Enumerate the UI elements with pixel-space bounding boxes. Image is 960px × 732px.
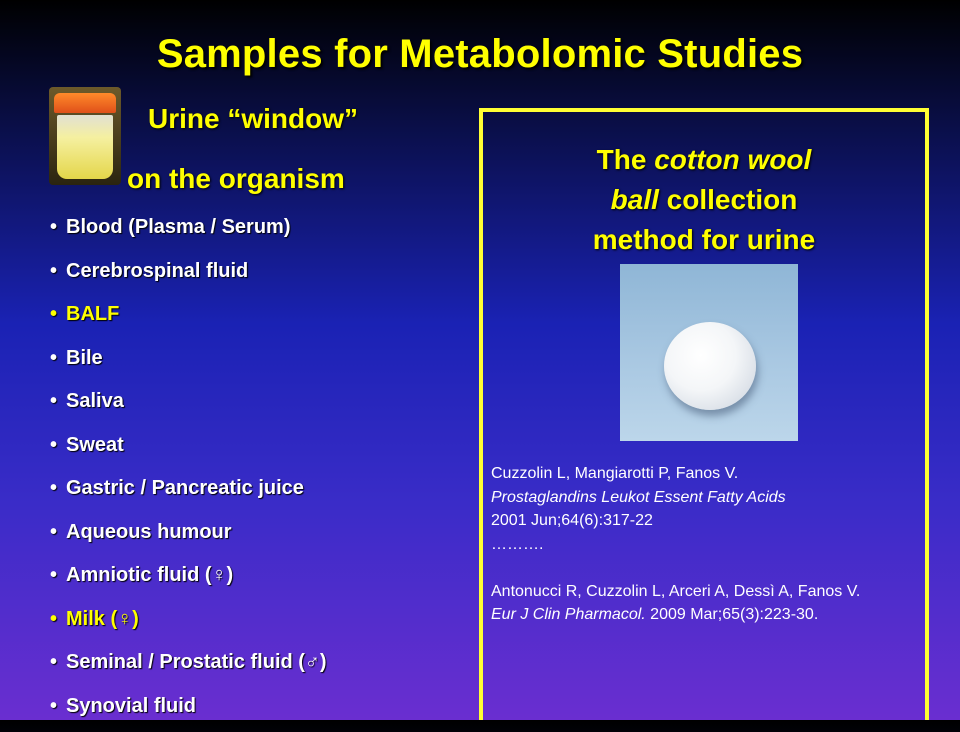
references <box>491 462 921 627</box>
fluid-item: • Saliva <box>50 384 327 428</box>
urine-cup-image <box>49 87 121 185</box>
bullet-icon: • <box>50 515 66 549</box>
bullet-icon: • <box>50 210 66 244</box>
bullet-icon: • <box>50 341 66 375</box>
fluid-item: • Amniotic fluid (♀) <box>50 558 327 602</box>
fluid-item: • Aqueous humour <box>50 515 327 559</box>
fluid-item: • Seminal / Prostatic fluid (♂) <box>50 645 327 689</box>
fluid-list <box>50 210 327 732</box>
bullet-icon: • <box>50 558 66 592</box>
ref1-journal: Prostaglandins Leukot Essent Fatty Acids <box>491 489 786 506</box>
cotton-ball <box>664 322 756 410</box>
bullet-icon: • <box>50 645 66 679</box>
bullet-icon: • <box>50 471 66 505</box>
ref2-authors: Antonucci R, Cuzzolin L, Arceri A, Dessì A, Fanos V. <box>491 580 921 604</box>
cotton-ball-photo <box>620 264 798 441</box>
bullet-icon: • <box>50 689 66 723</box>
bullet-icon: • <box>50 254 66 288</box>
urine-heading-line1: Urine “window” <box>148 103 358 135</box>
ref1-authors: Cuzzolin L, Mangiarotti P, Fanos V. <box>491 462 921 486</box>
fluid-item: • Bile <box>50 341 327 385</box>
bullet-icon: • <box>50 297 66 331</box>
bullet-icon: • <box>50 602 66 636</box>
fluid-item: • Synovial fluid <box>50 689 327 732</box>
ref2-detail: 2009 Mar;65(3):223-30. <box>646 606 819 623</box>
fluid-item: • Gastric / Pancreatic juice <box>50 471 327 515</box>
cup-lid <box>54 93 116 113</box>
fluid-item: • Cerebrospinal fluid <box>50 254 327 298</box>
cup-jar <box>57 115 113 179</box>
bullet-icon: • <box>50 384 66 418</box>
slide-title: Samples for Metabolomic Studies <box>0 32 960 77</box>
urine-heading-line2: on the organism <box>127 163 345 195</box>
fluid-item: • BALF <box>50 297 327 341</box>
cotton-wool-panel <box>479 108 929 720</box>
ref-ellipsis: ………. <box>491 533 921 557</box>
fluid-item: • Blood (Plasma / Serum) <box>50 210 327 254</box>
fluid-item: • Milk (♀) <box>50 602 327 646</box>
bullet-icon: • <box>50 428 66 462</box>
panel-title: The cotton wool ball collection method for urine <box>483 140 925 260</box>
ref1-detail: 2001 Jun;64(6):317-22 <box>491 509 921 533</box>
fluid-item: • Sweat <box>50 428 327 472</box>
ref2-journal: Eur J Clin Pharmacol. <box>491 606 646 623</box>
